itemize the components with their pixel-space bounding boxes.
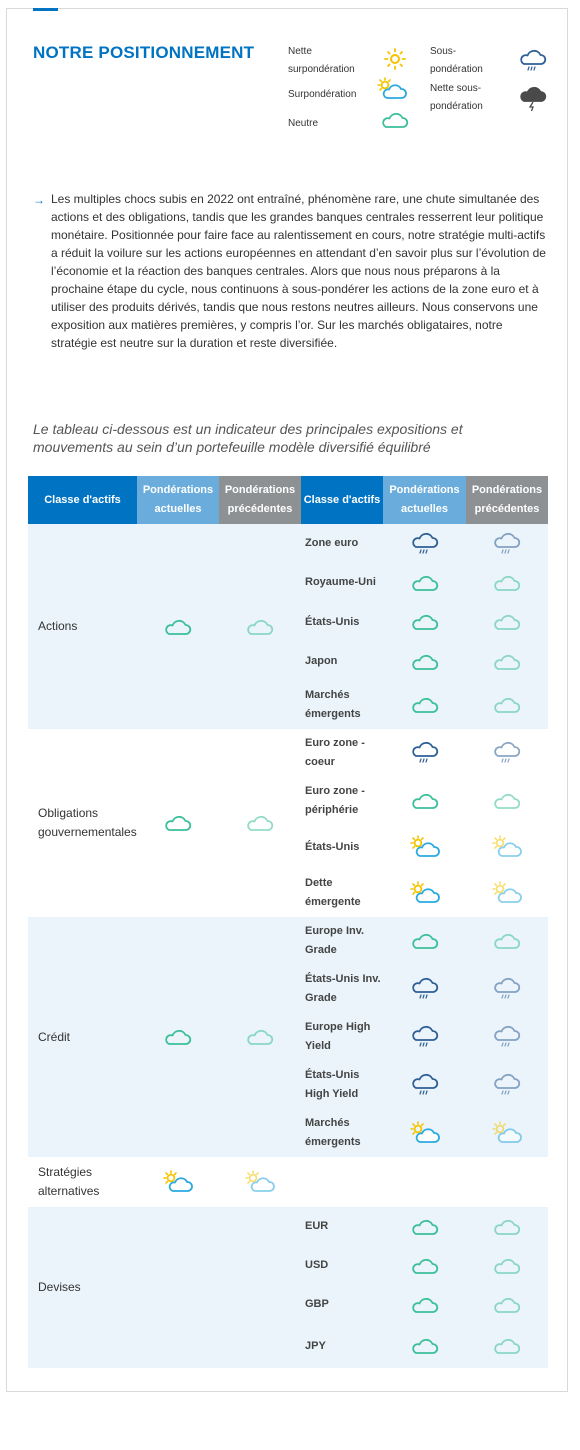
rain-cloud-icon xyxy=(466,1061,548,1109)
cloud-icon xyxy=(383,563,466,602)
cloud-icon xyxy=(466,563,548,602)
category-devises: Devises xyxy=(28,1207,137,1368)
category-credit: Crédit xyxy=(28,917,137,1157)
legend-under-label: Sous-pondération xyxy=(430,46,483,75)
legend-over-label: Surpondération xyxy=(288,89,357,100)
sub-europe-ig: Europe Inv. Grade xyxy=(301,917,383,965)
legend-net-over-label: Nette surpondération xyxy=(288,46,355,75)
cloud-icon xyxy=(383,642,466,681)
cloud-icon xyxy=(219,524,301,729)
sun-cloud-icon xyxy=(383,1109,466,1157)
cloud-icon xyxy=(466,917,548,965)
sub-marches-emergents: Marchés émergents xyxy=(301,681,383,729)
cloud-icon xyxy=(466,1246,548,1285)
empty-cell xyxy=(219,1207,301,1368)
header-current: Pondérations actuelles xyxy=(137,476,219,524)
rain-cloud-icon xyxy=(383,1061,466,1109)
sub-gbp: GBP xyxy=(301,1285,383,1324)
rain-cloud-icon xyxy=(383,965,466,1013)
rain-cloud-icon xyxy=(466,1013,548,1061)
cloud-icon xyxy=(466,1285,548,1324)
page-title: NOTRE POSITIONNEMENT xyxy=(33,43,255,62)
cloud-icon xyxy=(466,777,548,825)
category-obligations: Obligations gouvernementales xyxy=(28,729,137,917)
table-header-row xyxy=(28,476,548,524)
rain-cloud-icon xyxy=(383,524,466,563)
cloud-icon xyxy=(381,110,409,130)
cloud-icon xyxy=(466,681,548,729)
rain-cloud-icon xyxy=(383,1013,466,1061)
cloud-icon xyxy=(219,729,301,917)
legend-neutral-label: Neutre xyxy=(288,118,319,129)
header-sub-previous: Pondérations précédentes xyxy=(466,476,548,524)
cloud-icon xyxy=(466,642,548,681)
sub-zone-euro: Zone euro xyxy=(301,524,383,563)
sub-usd: USD xyxy=(301,1246,383,1285)
sub-us-ig: États-Unis Inv. Grade xyxy=(301,965,383,1013)
sub-eur: EUR xyxy=(301,1207,383,1246)
sub-europe-hy: Europe High Yield xyxy=(301,1013,383,1061)
sun-icon xyxy=(382,48,408,70)
cloud-icon xyxy=(383,1246,466,1285)
intro-paragraph: Les multiples chocs subis en 2022 ont entraîné, phénomène rare, une chute simultanée des actions et des obligations, tandis que les grandes banques centrales resserrent leur politique monétaire. Positionnée pour faire face au ralentissement en cours, notre stratégie multi-actifs a réduit la voilure sur les actions européennes en attendant d’en savoir plus sur l’évolution de l’économie et la réaction des banques centrales. Alors que nous nous préparons à la prochaine étape du cycle, nous continuons à sous-pondérer les actions de la zone euro et à utiliser des produits dérivés, tandis que nous restons neutres ailleurs. Nous conservons une exposition aux matières premières, y compris l’or. Sur les marchés obligataires, notre stratégie est neutre sur la duration et reste diversifiée. xyxy=(51,192,546,350)
category-alternatives: Stratégies alternatives xyxy=(28,1157,137,1207)
rain-cloud-icon xyxy=(466,524,548,563)
category-actions: Actions xyxy=(28,524,137,729)
header-sub-current: Pondérations actuelles xyxy=(383,476,466,524)
sun-cloud-icon xyxy=(219,1157,301,1207)
sub-euro-zone-coeur: Euro zone - coeur xyxy=(301,729,383,777)
sun-cloud-icon xyxy=(466,869,548,917)
cloud-icon xyxy=(383,681,466,729)
header-sub-asset-class: Classe d'actifs xyxy=(301,476,383,524)
storm-cloud-icon xyxy=(519,86,547,112)
positioning-table xyxy=(28,476,548,1368)
cloud-icon xyxy=(137,729,219,917)
rain-cloud-icon xyxy=(519,49,547,73)
cloud-icon xyxy=(383,602,466,642)
arrow-bullet-icon: → xyxy=(33,193,45,207)
cloud-icon xyxy=(466,1207,548,1246)
table-row xyxy=(28,1157,548,1207)
cloud-icon xyxy=(383,1324,466,1368)
table-row xyxy=(28,729,548,777)
header-asset-class: Classe d'actifs xyxy=(28,476,137,524)
sub-japon: Japon xyxy=(301,642,383,681)
cloud-icon xyxy=(466,602,548,642)
rain-cloud-icon xyxy=(466,965,548,1013)
sub-etats-unis: États-Unis xyxy=(301,602,383,642)
cloud-icon xyxy=(383,917,466,965)
sun-cloud-icon xyxy=(376,77,408,101)
cloud-icon xyxy=(383,1207,466,1246)
table-row xyxy=(28,1207,548,1246)
sub-royaume-uni: Royaume-Uni xyxy=(301,563,383,602)
sub-us-hy: États-Unis High Yield xyxy=(301,1061,383,1109)
sun-cloud-icon xyxy=(137,1157,219,1207)
table-row xyxy=(28,524,548,563)
cloud-icon xyxy=(137,524,219,729)
sub-euro-zone-peripherie: Euro zone - périphérie xyxy=(301,777,383,825)
sun-cloud-icon xyxy=(466,1109,548,1157)
sub-etats-unis-gov: États-Unis xyxy=(301,825,383,869)
sub-credit-emergents: Marchés émergents xyxy=(301,1109,383,1157)
accent-bar xyxy=(33,8,58,11)
empty-cell xyxy=(137,1207,219,1368)
sun-cloud-icon xyxy=(466,825,548,869)
cloud-icon xyxy=(383,1285,466,1324)
cloud-icon xyxy=(466,1324,548,1368)
header-previous: Pondérations précédentes xyxy=(219,476,301,524)
legend-net-under-label: Nette sous-pondération xyxy=(430,83,483,112)
sun-cloud-icon xyxy=(383,869,466,917)
table-caption: Le tableau ci-dessous est un indicateur des principales expositions et mouvements au sein d’un portefeuille modèle diversifié équilibré xyxy=(33,421,463,455)
sub-jpy: JPY xyxy=(301,1324,383,1368)
sun-cloud-icon xyxy=(383,825,466,869)
sub-dette-emergente: Dette émergente xyxy=(301,869,383,917)
rain-cloud-icon xyxy=(466,729,548,777)
rain-cloud-icon xyxy=(383,729,466,777)
cloud-icon xyxy=(137,917,219,1157)
cloud-icon xyxy=(383,777,466,825)
table-row xyxy=(28,917,548,965)
cloud-icon xyxy=(219,917,301,1157)
